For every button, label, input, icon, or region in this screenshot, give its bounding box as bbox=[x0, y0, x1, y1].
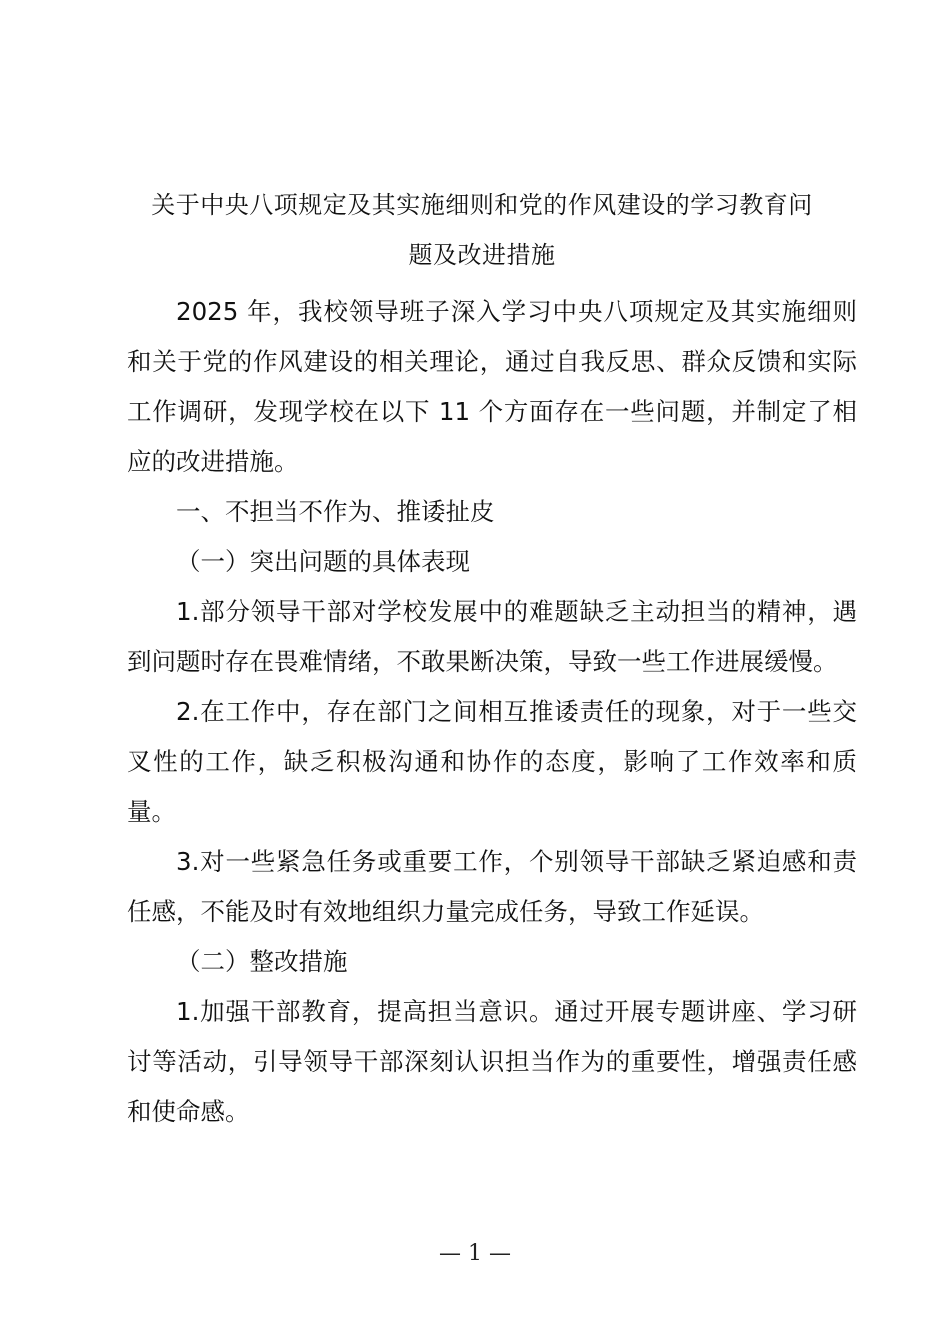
measure-item-1: 1.加强干部教育，提高担当意识。通过开展专题讲座、学习研讨等活动，引导领导干部深刻认识担当作为的重要性，增强责任感和使命感。 bbox=[127, 997, 857, 1126]
document-title-line-2: 题及改进措施 bbox=[408, 241, 556, 269]
document-title-line-1: 关于中央八项规定及其实施细则和党的作风建设的学习教育问 bbox=[151, 191, 813, 219]
problem-item-2: 2.在工作中，存在部门之间相互推诿责任的现象，对于一些交叉性的工作，缺乏积极沟通和协作的态度，影响了工作效率和质量。 bbox=[127, 697, 857, 826]
section-heading-1: 一、不担当不作为、推诿扯皮 bbox=[176, 497, 495, 526]
document-body bbox=[127, 287, 857, 1137]
problem-item-3: 3.对一些紧急任务或重要工作，个别领导干部缺乏紧迫感和责任感，不能及时有效地组织力量完成任务，导致工作延误。 bbox=[127, 847, 857, 926]
intro-paragraph: 2025 年，我校领导班子深入学习中央八项规定及其实施细则和关于党的作风建设的相关理论，通过自我反思、群众反馈和实际工作调研，发现学校在以下 11 个方面存在一些问题，并制定了相应的改进措施。 bbox=[127, 297, 857, 476]
subsection-heading-2: （二）整改措施 bbox=[176, 947, 348, 976]
subsection-heading-1: （一）突出问题的具体表现 bbox=[176, 547, 470, 576]
page-number: — 1 — bbox=[439, 1241, 511, 1266]
problem-item-1: 1.部分领导干部对学校发展中的难题缺乏主动担当的精神，遇到问题时存在畏难情绪，不敢果断决策，导致一些工作进展缓慢。 bbox=[127, 597, 857, 676]
